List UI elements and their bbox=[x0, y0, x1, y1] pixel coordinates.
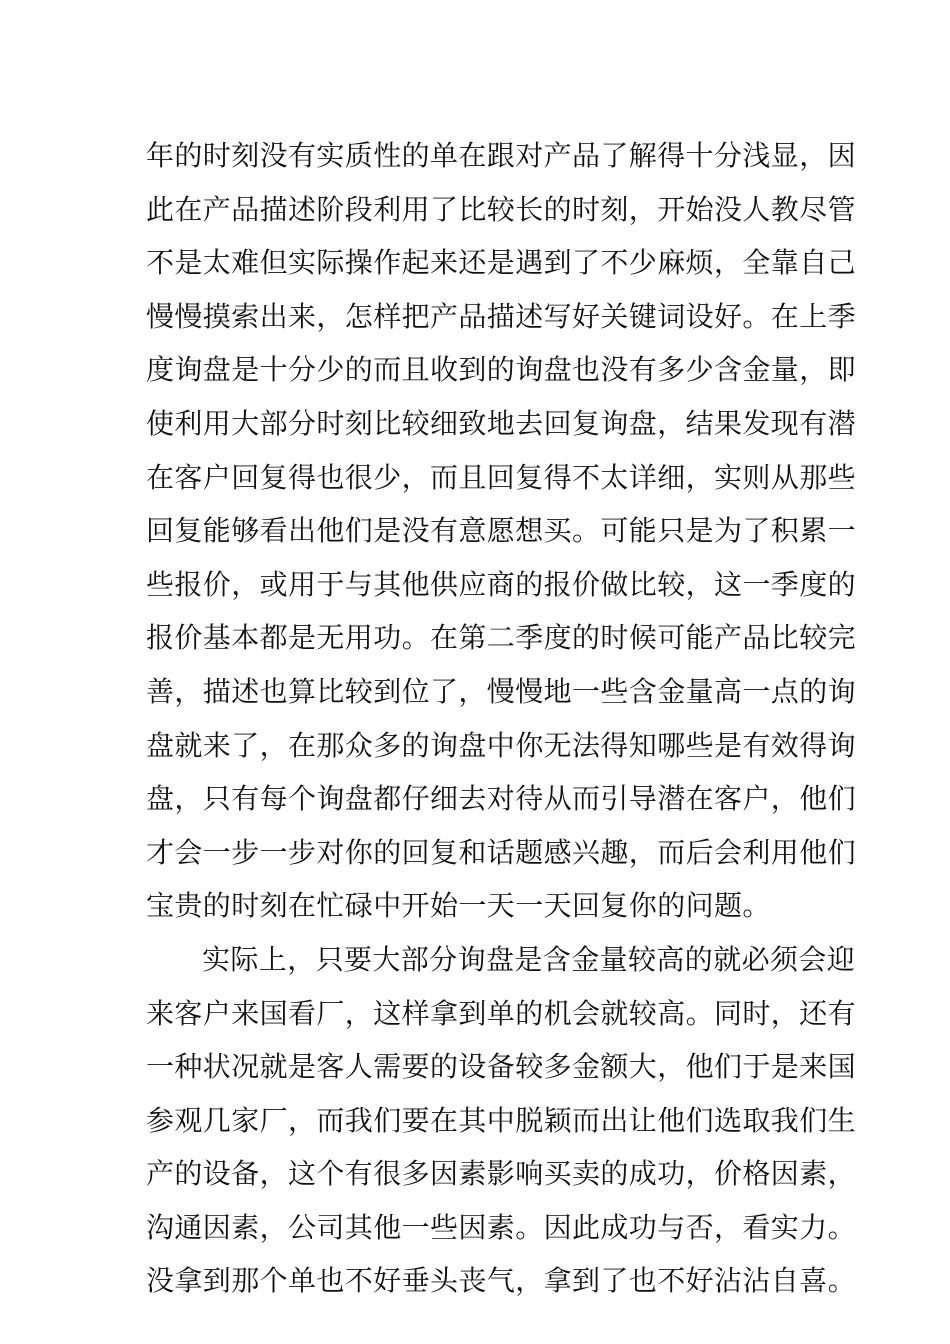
text-line: 使利用大部分时刻比较细致地去回复询盘，结果发现有潜 bbox=[146, 406, 857, 440]
text-line: 盘就来了，在那众多的询盘中你无法得知哪些是有效得询 bbox=[146, 728, 857, 762]
text-line: 慢慢摸索出来，怎样把产品描述写好关键词设好。在上季 bbox=[146, 299, 857, 333]
text-line: 度询盘是十分少的而且收到的询盘也没有多少含金量，即 bbox=[146, 353, 857, 387]
text-line: 此在产品描述阶段利用了比较长的时刻，开始没人教尽管 bbox=[146, 192, 857, 226]
text-line: 年的时刻没有实质性的单在跟对产品了解得十分浅显，因 bbox=[146, 139, 857, 172]
text-line: 报价基本都是无用功。在第二季度的时候可能产品比较完 bbox=[146, 621, 857, 655]
text-line: 在客户回复得也很少，而且回复得不太详细，实则从那些 bbox=[146, 460, 857, 494]
text-line: 沟通因素，公司其他一些因素。因此成功与否，看实力。 bbox=[146, 1210, 857, 1244]
text-line: 回复能够看出他们是没有意愿想买。可能只是为了积累一 bbox=[146, 514, 857, 548]
body-text bbox=[146, 129, 857, 1308]
text-line: 产的设备，这个有很多因素影响买卖的成功，价格因素， bbox=[146, 1157, 857, 1191]
text-line: 没拿到那个单也不好垂头丧气，拿到了也不好沾沾自喜。 bbox=[146, 1264, 857, 1298]
text-line: 来客户来国看厂，这样拿到单的机会就较高。同时，还有 bbox=[146, 996, 857, 1030]
text-line: 善，描述也算比较到位了，慢慢地一些含金量高一点的询 bbox=[146, 674, 857, 708]
text-line: 参观几家厂，而我们要在其中脱颖而出让他们选取我们生 bbox=[146, 1103, 857, 1137]
text-line: 不是太难但实际操作起来还是遇到了不少麻烦，全靠自己 bbox=[146, 246, 857, 280]
paragraph-start-line: 实际上，只要大部分询盘是含金量较高的就必须会迎 bbox=[202, 942, 856, 976]
text-line: 盘，只有每个询盘都仔细去对待从而引导潜在客户，他们 bbox=[146, 782, 857, 816]
text-line: 才会一步一步对你的回复和话题感兴趣，而后会利用他们 bbox=[146, 835, 857, 869]
text-line: 一种状况就是客人需要的设备较多金额大，他们于是来国 bbox=[146, 1050, 857, 1084]
text-line: 些报价，或用于与其他供应商的报价做比较，这一季度的 bbox=[146, 567, 857, 601]
text-line: 宝贵的时刻在忙碌中开始一天一天回复你的问题。 bbox=[146, 889, 771, 923]
